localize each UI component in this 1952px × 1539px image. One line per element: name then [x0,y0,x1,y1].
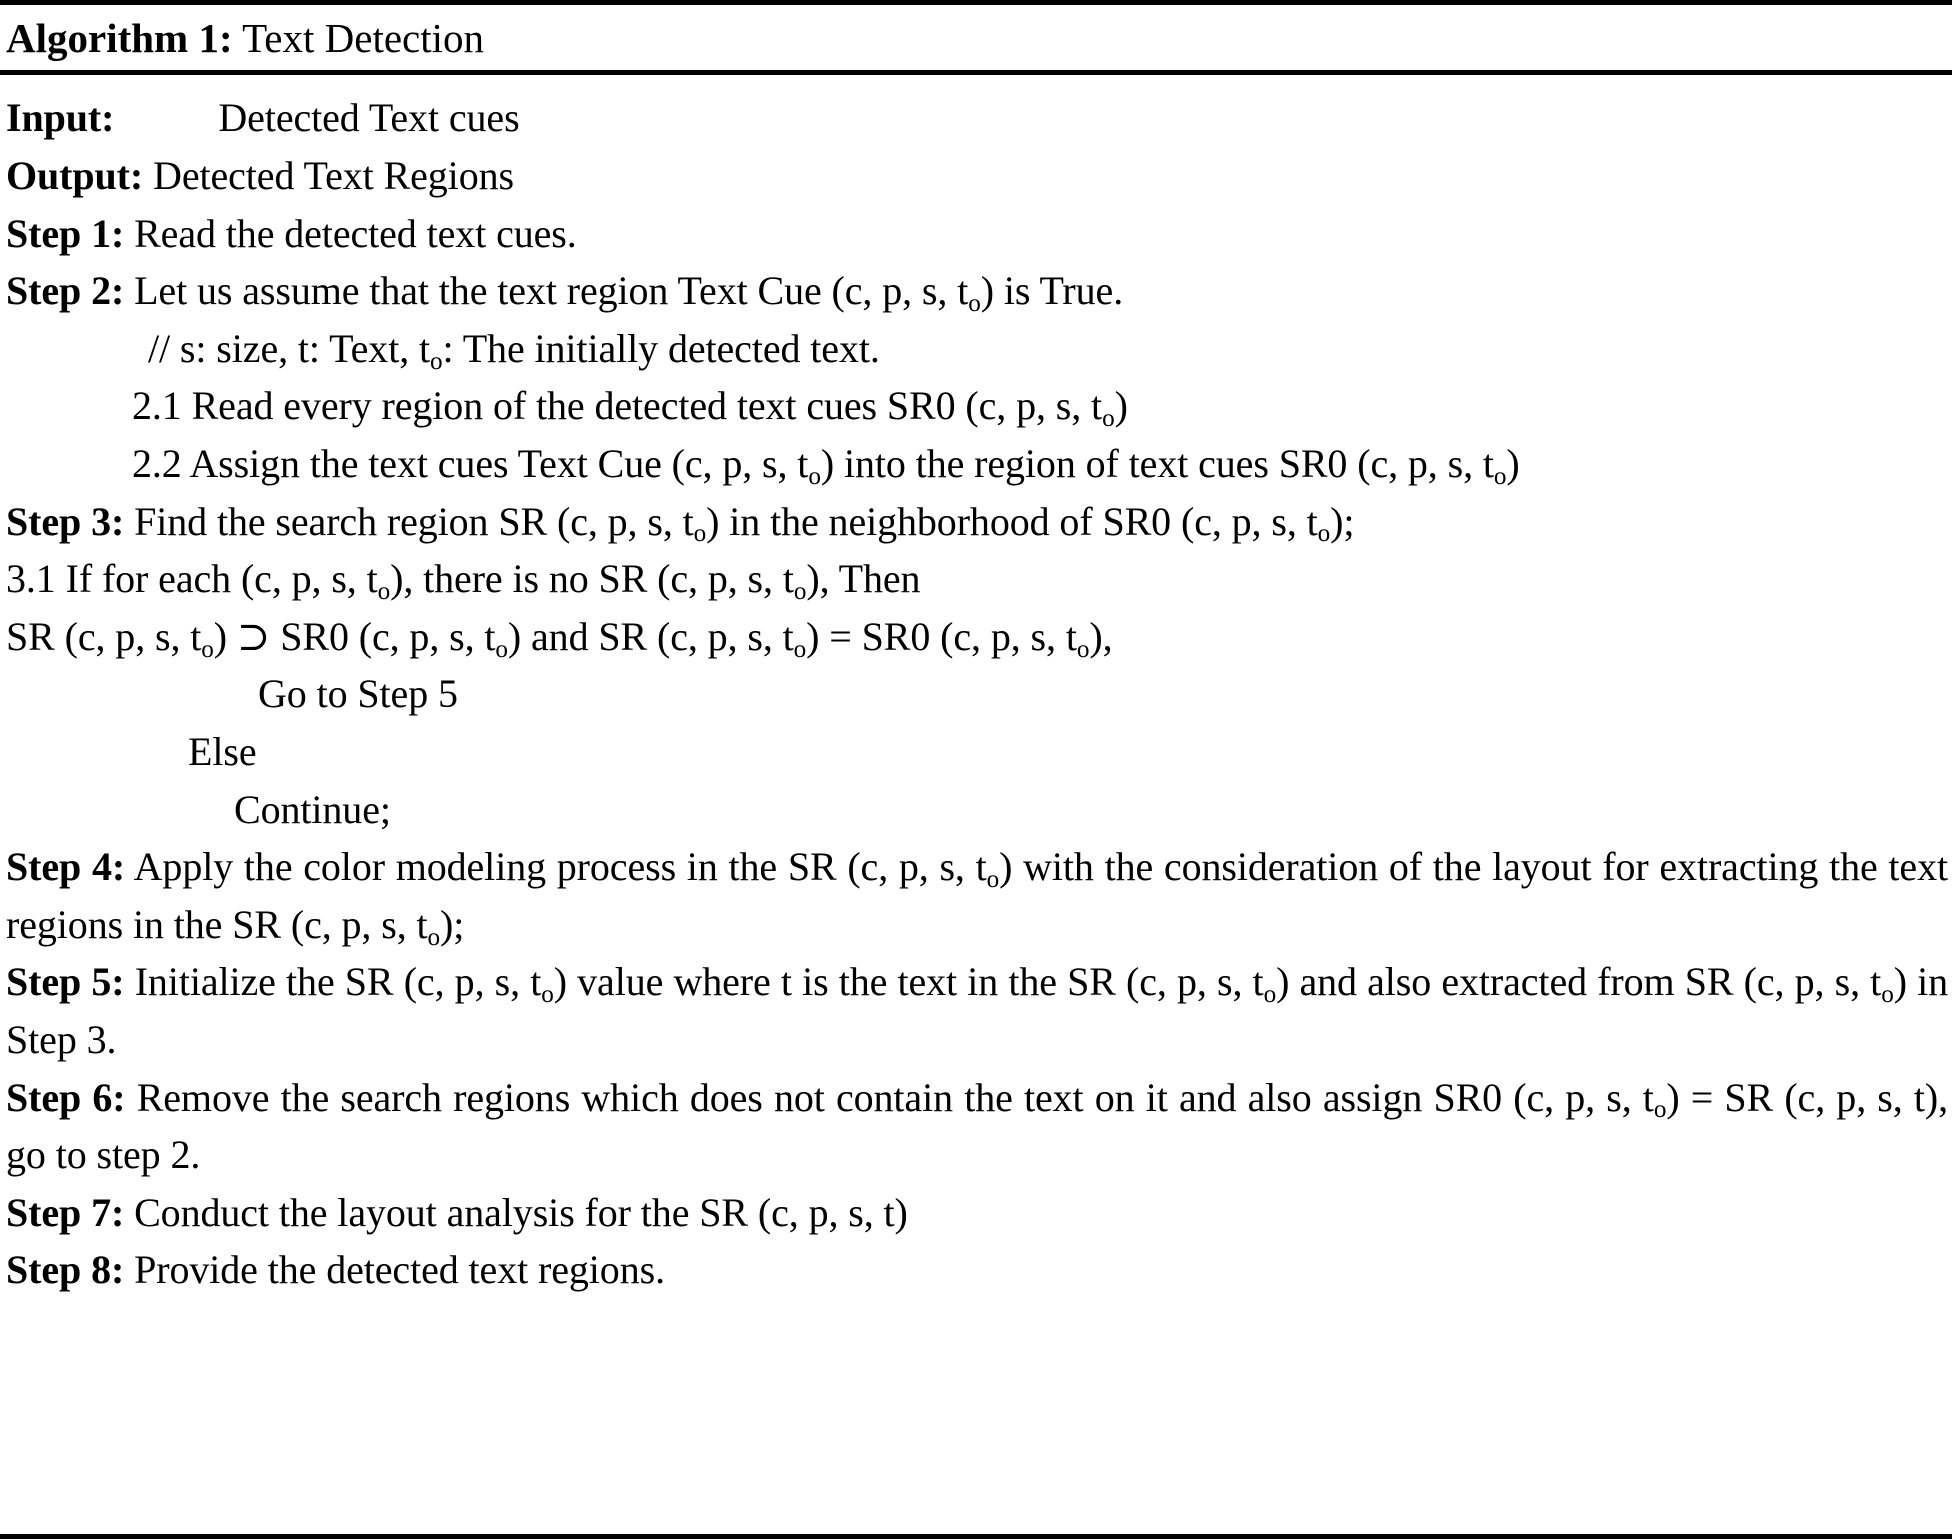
step-4-text-b: ) with the consideration of the layout for extracting the text regions in the SR (c, p, s, t [6,844,1949,947]
step-1-line [6,205,1948,263]
step-3-line [6,493,1948,551]
continue-line: Continue; [234,786,391,832]
step-2-1-text-a: 2.1 Read every region of the detected text cues SR0 (c, p, s, t [132,383,1103,429]
superset-text-a: SR (c, p, s, t [6,613,202,659]
step-6-line [6,1069,1948,1184]
step-6-text-b: ) = SR (c, p, s, t), go to step 2. [6,1074,1949,1178]
else-line: Else [188,728,257,774]
step-6-subscript-1: o [1653,1096,1667,1124]
step-3-label: Step 3: [6,498,125,544]
superset-relation-line [6,608,1948,666]
comment-text-a: // s: size, t: Text, t [148,325,431,371]
step-5-label: Step 5: [6,959,125,1005]
step-2-1-text-b: ) [1114,383,1128,429]
step-2-1-subscript: o [1102,405,1115,433]
step-2-text-a: Let us assume that the text region Text Cue (c, p, s, t [134,268,969,314]
input-line [6,89,1948,147]
step-2-2-subscript-1: o [808,462,821,490]
step-1-label: Step 1: [6,210,125,256]
step-3-1-line [6,550,1948,608]
superset-subscript-4: o [1076,635,1090,663]
step-1-text: Read the detected text cues. [134,210,577,256]
step-4-line [6,838,1948,953]
step-2-text-b: ) is True. [980,268,1124,314]
superset-text-c: ) and SR (c, p, s, t [507,613,794,659]
step-5-text-c: ) and also extracted from SR (c, p, s, t [1276,959,1882,1005]
input-label: Input: [6,95,115,141]
step-2-2-line [6,435,1948,493]
comment-text-b: : The initially detected text. [442,325,880,371]
step-5-line [6,953,1948,1068]
step-3-1-text-a: 3.1 If for each (c, p, s, t [6,556,378,602]
step-2-2-text-c: ) [1506,441,1520,487]
step-5-subscript-1: o [541,981,554,1009]
step-8-text: Provide the detected text regions. [134,1247,665,1293]
algorithm-title-name: Text Detection [242,15,485,61]
step-3-text-c: ); [1330,498,1355,544]
step-2-2-text-a: 2.2 Assign the text cues Text Cue (c, p, s, t [132,441,809,487]
step-2-2-text-b: ) into the region of text cues SR0 (c, p, s, t [820,441,1494,487]
step-2-subscript: o [968,290,981,318]
superset-subscript-1: o [201,635,214,663]
superset-subscript-3: o [793,635,807,663]
step-3-1-text-c: ), Then [806,556,921,602]
step-7-label: Step 7: [6,1189,125,1235]
step-8-line [6,1241,1948,1299]
step-5-subscript-2: o [1263,981,1277,1009]
step-3-1-subscript-2: o [793,578,807,605]
step-5-text-b: ) value where t is the text in the SR (c, p, s, t [553,959,1264,1005]
algorithm-title-label: Algorithm 1: [6,15,233,61]
step-5-subscript-3: o [1881,981,1894,1009]
step-2-comment-line [6,320,1948,378]
step-7-text: Conduct the layout analysis for the SR (c, p, s, t) [134,1189,908,1235]
output-value: Detected Text Regions [153,153,514,199]
step-2-1-line [6,377,1948,435]
goto-step-5-line: Go to Step 5 [258,671,458,717]
step-8-label: Step 8: [6,1247,125,1293]
step-2-label: Step 2: [6,268,125,314]
step-3-text-b: ) in the neighborhood of SR0 (c, p, s, t [706,498,1318,544]
step-2-2-subscript-2: o [1493,462,1507,490]
step-2-line [6,262,1948,320]
algorithm-body [0,75,1952,1298]
step-3-1-subscript-1: o [377,578,391,605]
step-6-label: Step 6: [6,1074,126,1120]
superset-text-b: ) ⊃ SR0 (c, p, s, t [213,613,496,659]
step-3-1-text-b: ), there is no SR (c, p, s, t [390,556,794,602]
step-4-text-c: ); [440,901,465,947]
step-4-subscript-2: o [427,923,441,951]
superset-subscript-2: o [495,635,508,663]
output-label: Output: [6,153,144,199]
step-4-text-a: Apply the color modeling process in the SR (c, p, s, t [133,844,987,890]
step-3-subscript-2: o [1317,520,1331,548]
algorithm-title [0,5,1952,70]
bottom-rule [0,1534,1952,1539]
step-3-subscript-1: o [693,520,707,548]
comment-subscript: o [430,347,443,375]
step-4-subscript-1: o [986,865,1000,893]
step-6-text-a: Remove the search regions which does not contain the text on it and also assign SR0 (c, p, s, t [136,1074,1654,1120]
superset-text-d: ) = SR0 (c, p, s, t [806,613,1077,659]
step-7-line [6,1184,1948,1242]
output-line [6,147,1948,205]
step-5-text-a: Initialize the SR (c, p, s, t [134,959,542,1005]
superset-text-e: ), [1089,613,1113,659]
step-3-text-a: Find the search region SR (c, p, s, t [134,498,694,544]
step-5-text-d: ) in Step 3. [6,959,1949,1062]
step-4-label: Step 4: [6,844,126,890]
input-value: Detected Text cues [218,95,520,141]
